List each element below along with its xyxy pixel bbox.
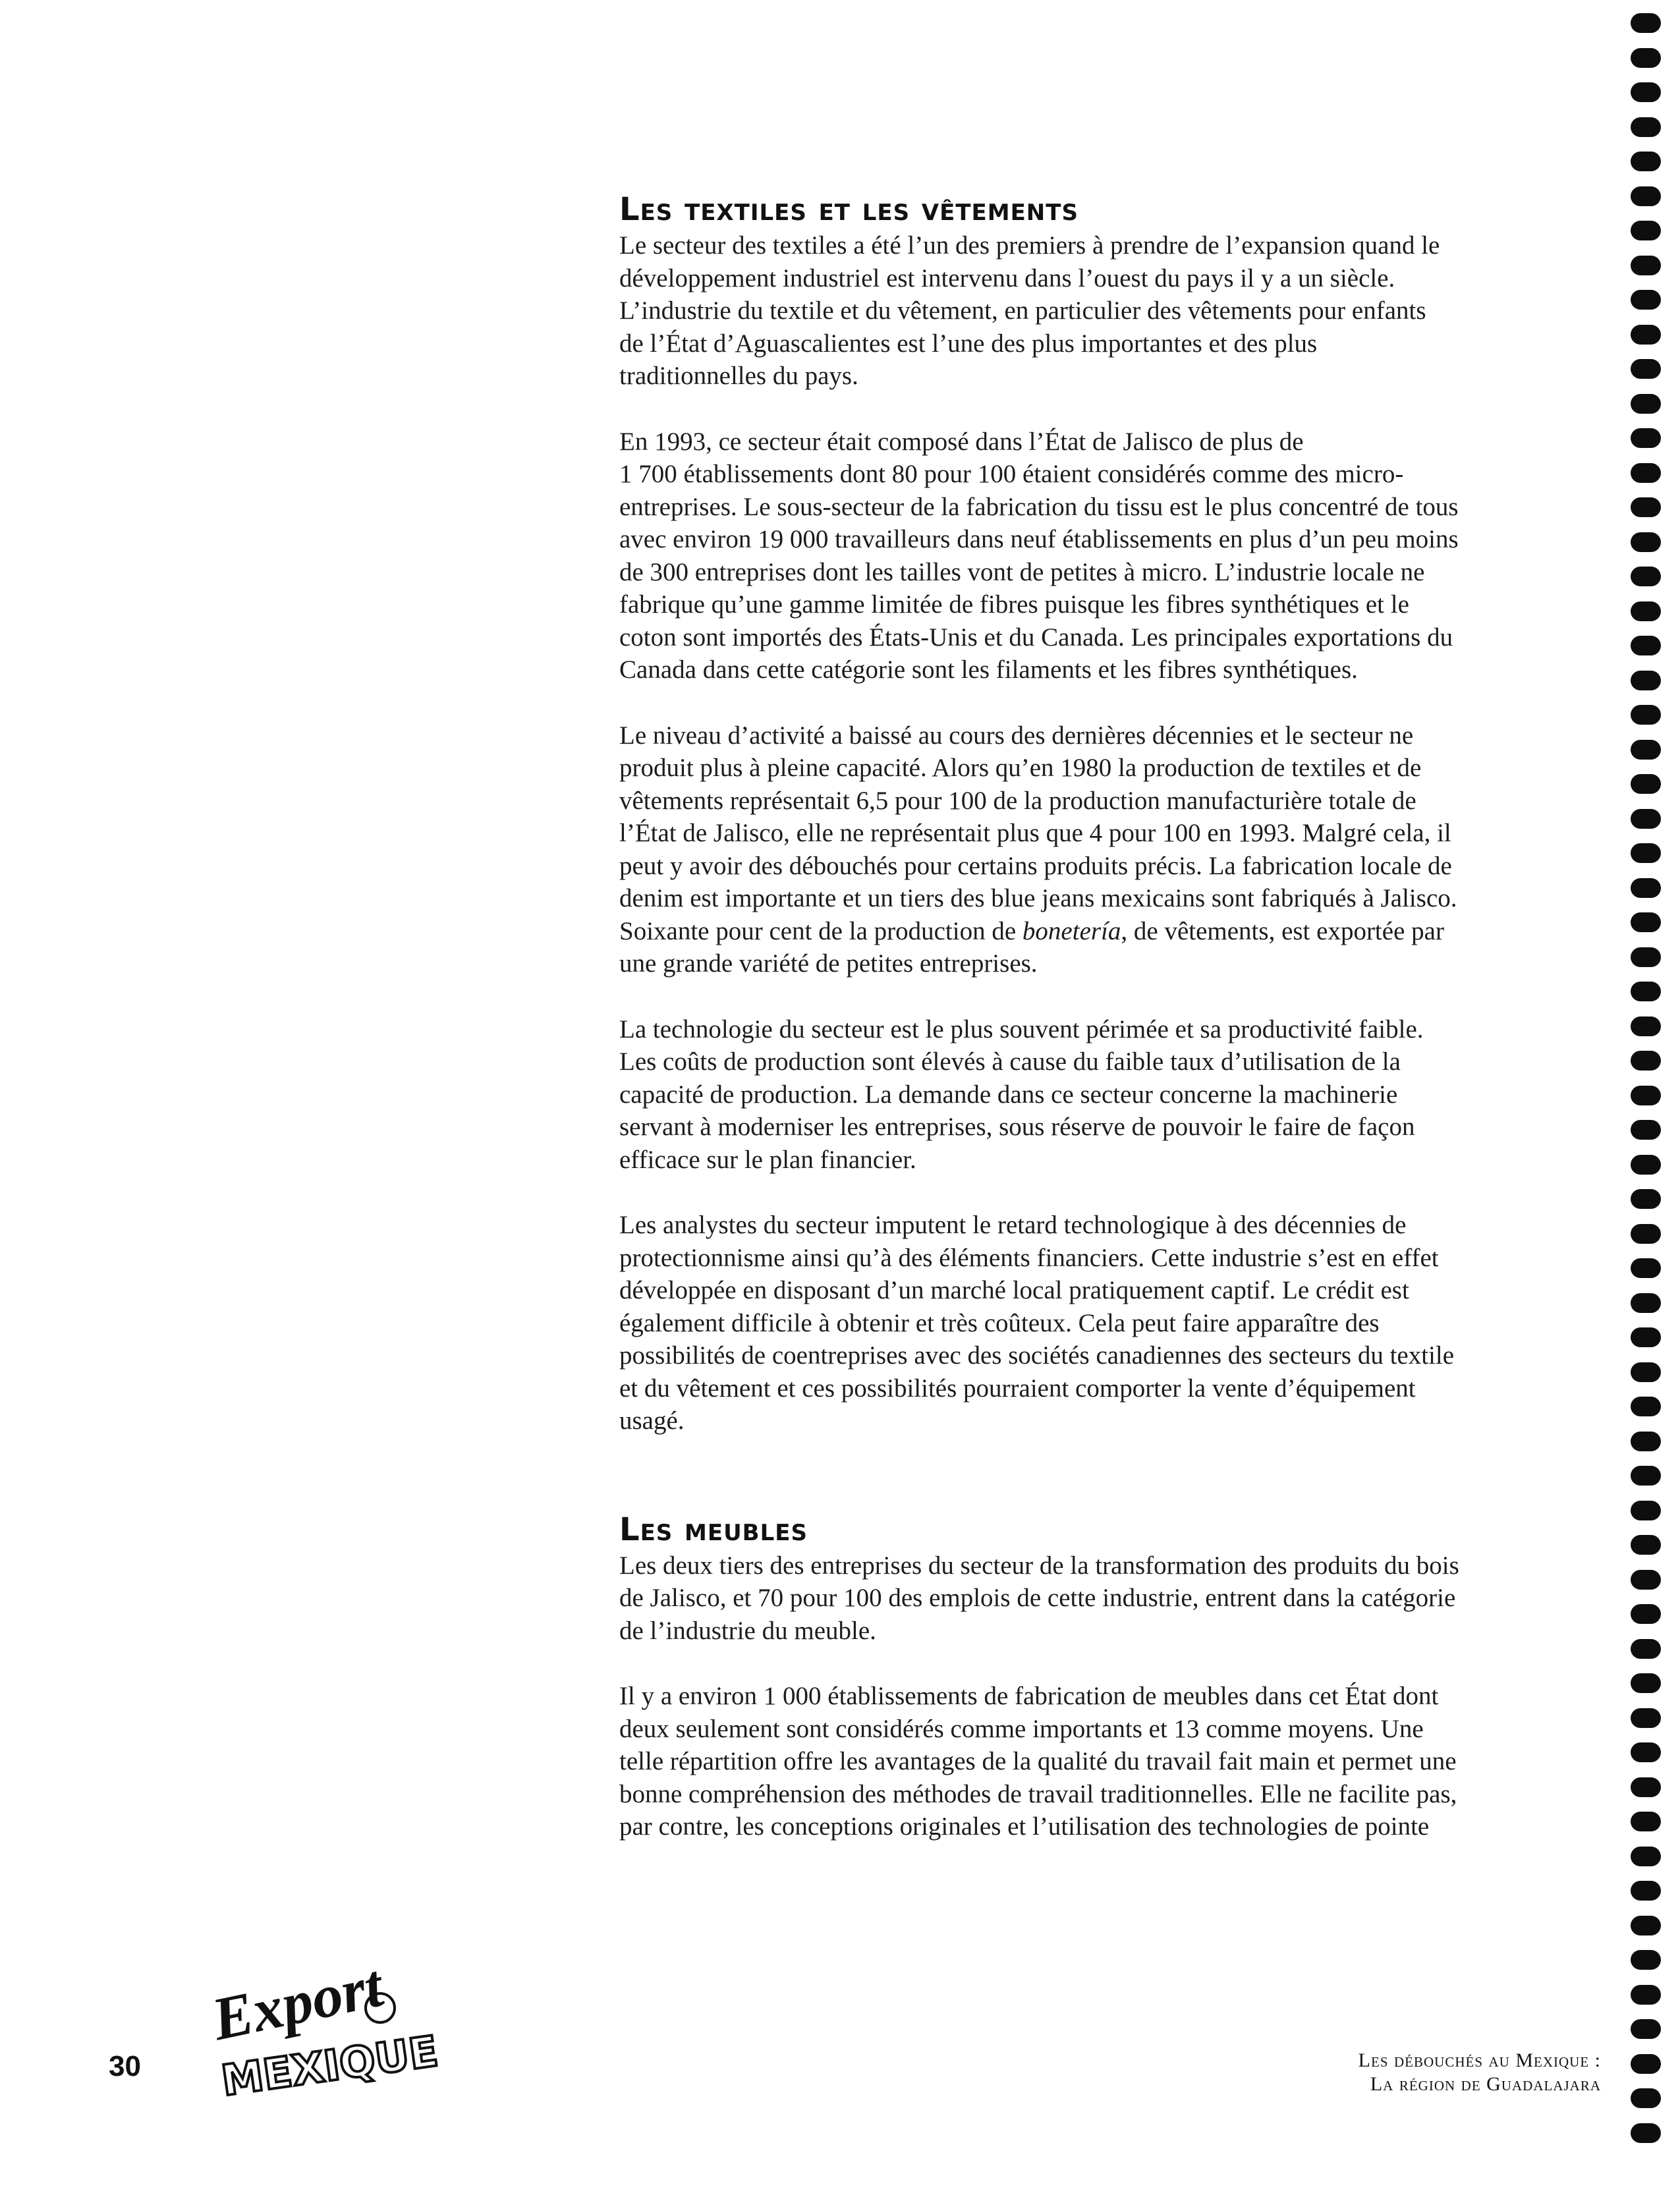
text-line: avec environ 19 000 travailleurs dans neuf établissements en plus d’un peu moins — [619, 525, 1459, 553]
binding-hole — [1631, 2054, 1661, 2074]
text-line: possibilités de coentreprises avec des sociétés canadiennes des secteurs du textile — [619, 1341, 1455, 1370]
binding-hole — [1631, 186, 1661, 206]
binding-hole — [1631, 221, 1661, 240]
text-line: La technologie du secteur est le plus souvent périmée et sa productivité faible. — [619, 1015, 1424, 1044]
binding-hole — [1631, 1570, 1661, 1590]
binding-hole — [1631, 1639, 1661, 1659]
binding-hole — [1631, 1742, 1661, 1762]
text-line: Les analystes du secteur imputent le retard technologique à des décennies de — [619, 1211, 1407, 1239]
text-line: entreprises. Le sous-secteur de la fabrication du tissu est le plus concentré de tous — [619, 492, 1459, 521]
binding-hole — [1631, 1051, 1661, 1071]
binding-hole — [1631, 1224, 1661, 1244]
binding-hole — [1631, 1086, 1661, 1105]
text-line: usagé. — [619, 1406, 685, 1435]
paragraph — [619, 1680, 1608, 1843]
binding-hole — [1631, 1016, 1661, 1036]
text-line: vêtements représentait 6,5 pour 100 de la production manufacturière totale de — [619, 786, 1416, 815]
binding-hole — [1631, 740, 1661, 760]
binding-hole — [1631, 1604, 1661, 1624]
text-line: En 1993, ce secteur était composé dans l’État de Jalisco de plus de — [619, 427, 1304, 456]
section-heading-meubles: Les meubles — [619, 1511, 808, 1548]
text-line: 1 700 établissements dont 80 pour 100 étaient considérés comme des micro- — [619, 460, 1404, 488]
footer-title-line: La région de Guadalajara — [1370, 2073, 1601, 2095]
text-line: coton sont importés des États-Unis et du Canada. Les principales exportations du — [619, 623, 1453, 652]
text-line: Les deux tiers des entreprises du secteur de la transformation des produits du bois — [619, 1551, 1459, 1580]
logo-bottom-text: MEXIQUE — [218, 2027, 441, 2106]
paragraph — [619, 719, 1608, 980]
binding-hole — [1631, 2123, 1661, 2143]
text-line: produit plus à pleine capacité. Alors qu’en 1980 la production de textiles et de — [619, 754, 1422, 782]
binding-hole — [1631, 671, 1661, 690]
export-mexique-logo — [206, 1949, 441, 2106]
binding-hole — [1631, 497, 1661, 517]
document-body — [619, 190, 1608, 1876]
binding-hole — [1631, 1258, 1661, 1278]
binding-hole — [1631, 1189, 1661, 1209]
text-line: également difficile à obtenir et très coûteux. Cela peut faire apparaître des — [619, 1308, 1380, 1337]
text-line: l’État de Jalisco, elle ne représentait plus que 4 pour 100 en 1993. Malgré cela, il — [619, 819, 1451, 847]
text-line: traditionnelles du pays. — [619, 362, 858, 390]
binding-hole — [1631, 1812, 1661, 1831]
binding-hole — [1631, 1155, 1661, 1175]
spiral-binding-holes — [1631, 13, 1664, 2187]
text-line: Le secteur des textiles a été l’un des premiers à prendre de l’expansion quand le — [619, 231, 1440, 260]
text-line: efficace sur le plan financier. — [619, 1145, 916, 1174]
text-line: Il y a environ 1 000 établissements de fabrication de meubles dans cet État dont — [619, 1682, 1439, 1710]
text-line: peut y avoir des débouchés pour certains produits précis. La fabrication locale de — [619, 851, 1452, 880]
binding-hole — [1631, 2088, 1661, 2108]
paragraph — [619, 1549, 1608, 1648]
text-line: développée en disposant d’un marché local pratiquement captif. Le crédit est — [619, 1276, 1409, 1304]
text-line — [619, 915, 1608, 948]
text-line: de l’industrie du meuble. — [619, 1616, 876, 1645]
text-fragment: Soixante pour cent de la production de — [619, 916, 1022, 945]
binding-hole — [1631, 567, 1661, 586]
binding-hole — [1631, 774, 1661, 794]
binding-hole — [1631, 1501, 1661, 1520]
text-line: bonne compréhension des méthodes de travail traditionnelles. Elle ne facilite pas, — [619, 1779, 1457, 1808]
section-heading-textiles: Les textiles et les vêtements — [619, 191, 1078, 228]
binding-hole — [1631, 1847, 1661, 1866]
binding-hole — [1631, 394, 1661, 414]
paragraph — [619, 1209, 1608, 1437]
text-line: protectionnisme ainsi qu’à des éléments financiers. Cette industrie s’est en effet — [619, 1243, 1439, 1272]
binding-hole — [1631, 1535, 1661, 1555]
paragraph — [619, 426, 1608, 686]
text-fragment: , de vêtements, est exportée par — [1121, 916, 1444, 945]
binding-hole — [1631, 601, 1661, 621]
binding-hole — [1631, 809, 1661, 829]
binding-hole — [1631, 1881, 1661, 1901]
binding-hole — [1631, 1293, 1661, 1313]
binding-hole — [1631, 359, 1661, 379]
binding-hole — [1631, 1777, 1661, 1797]
binding-hole — [1631, 1397, 1661, 1416]
text-line: de 300 entreprises dont les tailles vont de petites à micro. L’industrie locale ne — [619, 557, 1425, 586]
binding-hole — [1631, 256, 1661, 275]
text-line: capacité de production. La demande dans ce secteur concerne la machinerie — [619, 1080, 1398, 1109]
binding-hole — [1631, 532, 1661, 552]
binding-hole — [1631, 1985, 1661, 2005]
text-line: développement industriel est intervenu dans l’ouest du pays il y a un siècle. — [619, 264, 1395, 292]
text-line: Les coûts de production sont élevés à cause du faible taux d’utilisation de la — [619, 1047, 1401, 1076]
text-line: telle répartition offre les avantages de la qualité du travail fait main et permet une — [619, 1747, 1457, 1775]
text-line: servant à moderniser les entreprises, sous réserve de pouvoir le faire de façon — [619, 1113, 1415, 1141]
text-line: Le niveau d’activité a baissé au cours des dernières décennies et le secteur ne — [619, 721, 1414, 750]
binding-hole — [1631, 705, 1661, 725]
footer-title-line: Les débouchés au Mexique : — [1358, 2049, 1601, 2071]
text-line: fabrique qu’une gamme limitée de fibres puisque les fibres synthétiques et le — [619, 590, 1409, 619]
binding-hole — [1631, 1673, 1661, 1693]
text-line: L’industrie du textile et du vêtement, en particulier des vêtements pour enfants — [619, 296, 1426, 325]
binding-hole — [1631, 947, 1661, 967]
binding-hole — [1631, 1120, 1661, 1140]
section-spacer — [619, 1470, 1608, 1510]
binding-hole — [1631, 843, 1661, 863]
binding-hole — [1631, 325, 1661, 345]
binding-hole — [1631, 912, 1661, 932]
italic-term: bonetería — [1022, 916, 1121, 945]
page-number: 30 — [109, 2050, 141, 2082]
binding-hole — [1631, 82, 1661, 102]
binding-hole — [1631, 1708, 1661, 1728]
binding-hole — [1631, 636, 1661, 655]
text-line: Canada dans cette catégorie sont les filaments et les fibres synthétiques. — [619, 655, 1358, 684]
binding-hole — [1631, 1916, 1661, 1935]
text-line: une grande variété de petites entreprises. — [619, 949, 1038, 978]
binding-hole — [1631, 152, 1661, 171]
binding-hole — [1631, 1327, 1661, 1347]
paragraph — [619, 229, 1608, 393]
logo-top-text: Export — [206, 1951, 389, 2053]
paragraph — [619, 1013, 1608, 1177]
text-line: denim est importante et un tiers des blue jeans mexicains sont fabriqués à Jalisco. — [619, 884, 1457, 912]
text-line: par contre, les conceptions originales et l’utilisation des technologies de pointe — [619, 1812, 1430, 1841]
binding-hole — [1631, 290, 1661, 310]
binding-hole — [1631, 1432, 1661, 1451]
binding-hole — [1631, 2019, 1661, 2039]
binding-hole — [1631, 463, 1661, 483]
binding-hole — [1631, 48, 1661, 68]
text-line: de l’État d’Aguascalientes est l’une des plus importantes et des plus — [619, 329, 1318, 358]
text-line: deux seulement sont considérés comme importants et 13 comme moyens. Une — [619, 1714, 1424, 1743]
binding-hole — [1631, 1950, 1661, 1970]
binding-hole — [1631, 1466, 1661, 1486]
binding-hole — [1631, 878, 1661, 898]
binding-hole — [1631, 117, 1661, 137]
binding-hole — [1631, 1362, 1661, 1382]
text-line: de Jalisco, et 70 pour 100 des emplois de cette industrie, entrent dans la catégorie — [619, 1584, 1456, 1612]
text-line: et du vêtement et ces possibilités pourraient comporter la vente d’équipement — [619, 1374, 1416, 1403]
binding-hole — [1631, 982, 1661, 1001]
running-footer-title — [1358, 2049, 1601, 2096]
binding-hole — [1631, 13, 1661, 33]
binding-hole — [1631, 428, 1661, 448]
